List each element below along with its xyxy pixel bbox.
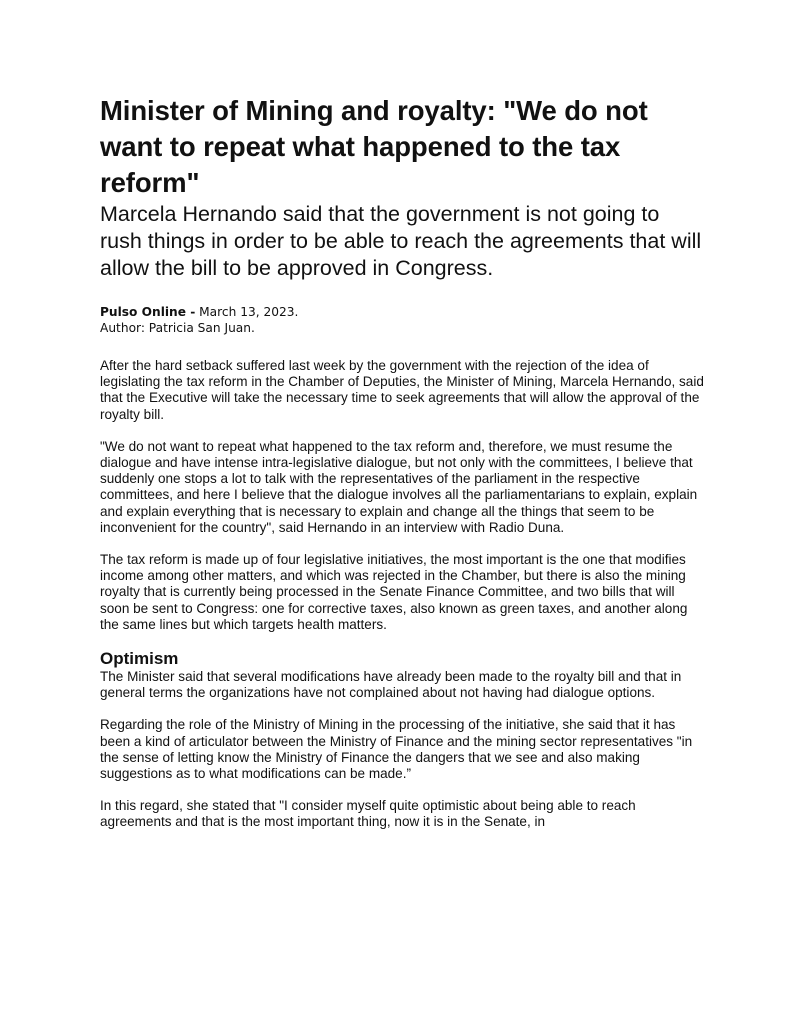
body-paragraph: Regarding the role of the Ministry of Mining in the processing of the initiative, she said that it has been a kind of articulator between the Ministry of Finance and the mining sector representatives "in the sense of letting know the Ministry of Finance the dangers that we see and also making suggestions as to what modifications can be made.” bbox=[100, 717, 693, 782]
body-paragraph: In this regard, she stated that "I consider myself quite optimistic about being able to reach agreements and that is the most important thing, now it is in the Senate, in bbox=[100, 798, 636, 830]
byline-source-line bbox=[100, 304, 706, 320]
body-paragraph: The Minister said that several modifications have already been made to the royalty bill and that in general terms the organizations have not complained about not having had dialogue options. bbox=[100, 669, 682, 701]
author-line: Author: Patricia San Juan. bbox=[100, 321, 255, 335]
source-name: Pulso Online - bbox=[100, 305, 196, 319]
article-subheadline: Marcela Hernando said that the government is not going to rush things in order to be able to reach the agreements that will allow the bill to be approved in Congress. bbox=[100, 202, 702, 280]
article-headline: Minister of Mining and royalty: "We do not want to repeat what happened to the tax reform" bbox=[100, 95, 648, 198]
body-paragraph: The tax reform is made up of four legislative initiatives, the most important is the one that modifies income among other matters, and which was rejected in the Chamber, but there is also the mining royalty that is currently being processed in the Senate Finance Committee, and two bills that will soon be sent to Congress: one for corrective taxes, also known as green taxes, and another along the same lines but which targets health matters. bbox=[100, 552, 688, 632]
article-meta bbox=[100, 304, 706, 336]
section-heading: Optimism bbox=[100, 649, 179, 669]
article bbox=[100, 93, 706, 847]
body-paragraph: "We do not want to repeat what happened to the tax reform and, therefore, we must resume the dialogue and have intense intra-legislative dialogue, but not only with the committees, I believe that suddenly one stops a lot to talk with the representatives of the parliament in the respective committees, and here I believe that the dialogue involves all the parliamentarians to explain, explain and explain everything that is necessary to explain and change all the things that seem to be inconvenient for the country", said Hernando in an interview with Radio Duna. bbox=[100, 438, 698, 535]
body-paragraph: After the hard setback suffered last week by the government with the rejection of the idea of legislating the tax reform in the Chamber of Deputies, the Minister of Mining, Marcela Hernando, said that the Executive will take the necessary time to seek agreements that will allow the approval of the royalty bill. bbox=[100, 358, 704, 422]
publish-date: March 13, 2023. bbox=[199, 305, 299, 319]
